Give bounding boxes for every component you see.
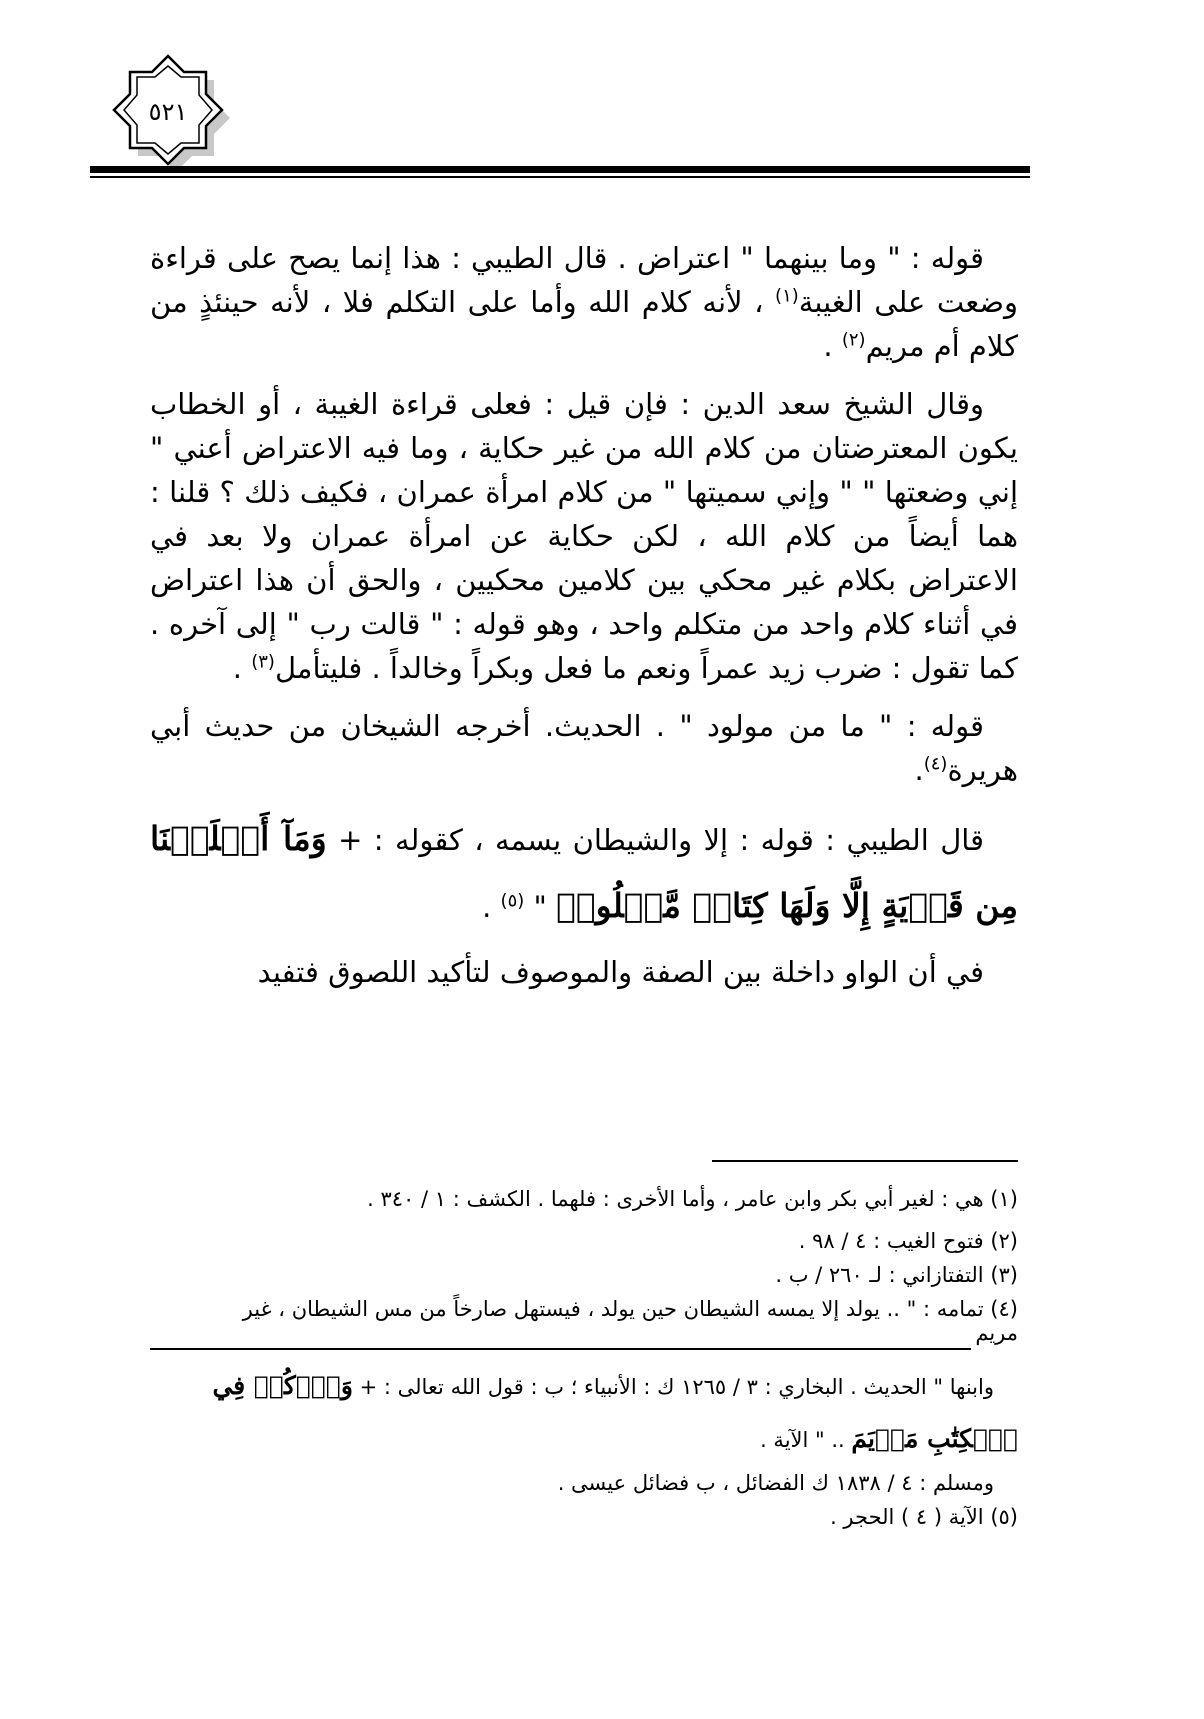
footnote-1: (١) هي : لغير أبي بكر وابن عامر ، وأما الأخرى : فلهما . الكشف : ١ / ٣٤٠ .: [367, 1187, 1018, 1211]
footnote-4-source-cont: ٱلۡكِتَٰبِ مَرۡيَمَ .. " الآية .: [760, 1424, 1018, 1453]
paragraph-2: وقال الشيخ سعد الدين : فإن قيل : فعلى قراءة الغيبة ، أو الخطاب يكون المعترضتان من كلام الله من غير حكاية ، وما فيه الاعتراض أعني " إني وضعتها " " وإني سميتها " من كلام امرأة عمران ، فكيف ذلك ؟ قلنا : هما أيضاً من كلام الله ، لكن حكاية عن امرأة عمران ولا بعد في الاعتراض بكلام غير محكي بين كلامين محكيين ، والحق أن هذا اعتراض في أثناء كلام واحد من متكلم واحد ، وهو قوله : " قالت رب " إلى آخره . كما تقول : ضرب زيد عمراً ونعم ما فعل وبكراً وخالداً . فليتأمل$^{(٣)}$ .: [150, 387, 1018, 685]
page-number: ٥٢١: [148, 98, 188, 126]
dash-filler: [150, 1336, 971, 1350]
paragraph-3: قوله : " ما من مولود " . الحديث. أخرجه الشيخان من حديث أبي هريرة$^{(٤)}$.: [150, 709, 1018, 787]
main-text: [150, 236, 1018, 1008]
footnote-ref-1[interactable]: (١): [775, 285, 799, 307]
footnote-2: (٢) فتوح الغيب : ٤ / ٩٨ .: [798, 1229, 1018, 1253]
footnote-4: (٤) تمامه : " .. يولد إلا يمسه الشيطان حين يولد ، فيستهل صارخاً من مس الشيطان ، غير: [242, 1297, 1018, 1321]
header-rule-thick: [90, 166, 1030, 173]
footnote-3: (٣) التفتازاني : لـ ٢٦٠ / ب .: [775, 1263, 1018, 1287]
header-rule-thin: [90, 176, 1030, 178]
footnote-4-continuation: مريم: [150, 1326, 1018, 1350]
footnote-separator: [712, 1160, 1018, 1162]
footnote-ref-3[interactable]: (٣): [251, 651, 275, 673]
page-number-badge: [102, 46, 234, 178]
footnote-ref-4[interactable]: (٤): [923, 753, 948, 775]
quran-verse: وَمَآ أَهۡلَكۡنَا مِن قَرۡيَةٍ إِلَّا وَلَهَا كِتَابٞ مَّعۡلُومٞ: [150, 819, 1018, 925]
footnote-quran-1: وَٱذۡكُرۡ فِي: [212, 1371, 353, 1400]
paragraph-1: قوله : " وما بينهما " اعتراض . قال الطيبي : هذا إنما يصح على قراءة وضعت على الغيبة$^{(١)}$ ، لأنه كلام الله وأما على التكلم فلا ، لأنه حينئذٍ من كلام أم مريم$^{(٢)}$ .: [150, 241, 1018, 363]
footnote-5: (٥) الآية ( ٤ ) الحجر .: [830, 1505, 1018, 1529]
paragraph-5: في أن الواو داخلة بين الصفة والموصوف لتأكيد اللصوق فتفيد: [257, 955, 984, 989]
footnote-4-muslim: ومسلم : ٤ / ١٨٣٨ ك الفضائل ، ب فضائل عيسى .: [557, 1471, 994, 1495]
footnote-ref-2[interactable]: (٢): [841, 329, 866, 351]
paragraph-4: قال الطيبي : قوله : إلا والشيطان يسمه ، كقوله : + وَمَآ أَهۡلَكۡنَا مِن قَرۡيَةٍ إِلَّا وَلَهَا كِتَابٞ مَّعۡلُومٞ " $^{(٥)}$ .: [150, 819, 1018, 925]
footnote-quran-2: ٱلۡكِتَٰبِ مَرۡيَمَ: [851, 1424, 1018, 1453]
footnote-4-source: وابنها " الحديث . البخاري : ٣ / ١٢٦٥ ك : الأنبياء ؛ ب : قول الله تعالى : + وَٱذۡكُرۡ فِي: [212, 1371, 994, 1400]
footnote-ref-5[interactable]: (٥): [500, 890, 525, 912]
footnotes: [150, 1182, 1018, 1534]
